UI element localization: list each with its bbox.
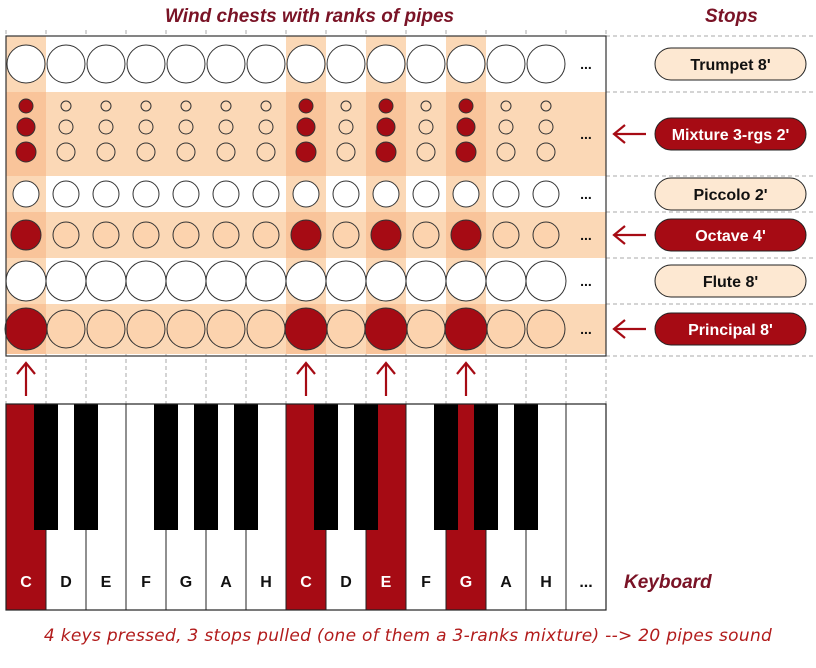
sounding-pipe [445,308,487,350]
pipe [167,310,205,348]
pipe [127,310,165,348]
pipe [207,45,245,83]
key-label: D [60,574,72,591]
pipe [166,261,206,301]
sounding-pipe [291,220,321,250]
ellipsis-label: ... [580,321,592,337]
pipe [207,310,245,348]
key-label: H [260,574,272,591]
key-label: A [500,574,512,591]
sounding-pipe [377,118,395,136]
stop-label: Mixture 3-rgs 2' [671,127,790,144]
stops-header: Stops [705,6,758,27]
pipe [487,310,525,348]
pipe [127,45,165,83]
sounding-pipe [371,220,401,250]
key-label: H [540,574,552,591]
caption: 4 keys pressed, 3 stops pulled (one of them a 3-ranks mixture) --> 20 pipes sound [43,626,773,646]
key-label: A [220,574,232,591]
pipe [366,261,406,301]
black-key [314,404,338,530]
sounding-pipe [5,308,47,350]
pipe [247,45,285,83]
key-label: C [20,574,32,591]
stop-label: Flute 8' [702,274,759,291]
pipe [167,45,205,83]
pipe [287,45,325,83]
sounding-pipe [376,142,396,162]
pipe [53,222,79,248]
black-key [354,404,378,530]
pipe [533,222,559,248]
pipe [527,45,565,83]
key-label: G [459,574,473,591]
sounding-pipe [456,142,476,162]
pipe [406,261,446,301]
stop-label: Piccolo 2' [693,187,768,204]
pipe [133,222,159,248]
pipe [46,261,86,301]
pipe [246,261,286,301]
pipe [53,181,79,207]
sounding-pipe [365,308,407,350]
ellipsis-label: ... [580,126,592,142]
pipe [247,310,285,348]
stop-label: Octave 4' [695,228,766,245]
pipe [413,222,439,248]
pipe [333,222,359,248]
sounding-pipe [19,99,33,113]
pipe [407,310,445,348]
pipe [327,310,365,348]
ellipsis-label: ... [579,574,593,591]
pipe [253,222,279,248]
key-label: D [340,574,352,591]
pipe [86,261,126,301]
pipe [493,181,519,207]
diagram-title: Wind chests with ranks of pipes [165,6,455,27]
sounding-pipe [379,99,393,113]
key-label: F [421,574,431,591]
key-label: C [300,574,312,591]
pipe [87,310,125,348]
sounding-pipe [17,118,35,136]
pipe [333,181,359,207]
pipe [253,181,279,207]
pipe [413,181,439,207]
sounding-pipe [296,142,316,162]
pipe [93,222,119,248]
pipe [447,45,485,83]
black-key [234,404,258,530]
pipe [133,181,159,207]
pipe [446,261,486,301]
sounding-pipe [16,142,36,162]
sounding-pipe [457,118,475,136]
black-key [194,404,218,530]
pipe [47,310,85,348]
pipe [453,181,479,207]
sounding-pipe [459,99,473,113]
key-label: G [179,574,193,591]
pipe [527,310,565,348]
pipe [373,181,399,207]
stop-label: Trumpet 8' [690,57,771,74]
key-label: F [141,574,151,591]
pipe [213,222,239,248]
pipe [93,181,119,207]
sounding-pipe [299,99,313,113]
pipe [213,181,239,207]
pipe [533,181,559,207]
stop-label: Principal 8' [688,322,773,339]
black-key [514,404,538,530]
pipe [6,261,46,301]
pipe [367,45,405,83]
sounding-pipe [11,220,41,250]
pipe [486,261,526,301]
sounding-pipe [285,308,327,350]
ellipsis-label: ... [580,56,592,72]
pipe [173,181,199,207]
pipe [293,181,319,207]
key-label: E [380,574,392,591]
ellipsis-label: ... [580,273,592,289]
pipe [173,222,199,248]
pipe [326,261,366,301]
pipe [47,45,85,83]
pipe [407,45,445,83]
pipe [526,261,566,301]
keyboard-label: Keyboard [624,572,712,593]
black-key [434,404,458,530]
pipe [206,261,246,301]
black-key [34,404,58,530]
black-key [154,404,178,530]
ellipsis-label: ... [580,227,592,243]
key-label: E [100,574,112,591]
pipe [327,45,365,83]
sounding-pipe [297,118,315,136]
pipe [493,222,519,248]
black-key [74,404,98,530]
pipe [286,261,326,301]
pipe [126,261,166,301]
pipe [487,45,525,83]
pipe [87,45,125,83]
black-key [474,404,498,530]
ellipsis-label: ... [580,186,592,202]
pipe [7,45,45,83]
sounding-pipe [451,220,481,250]
pipe [13,181,39,207]
